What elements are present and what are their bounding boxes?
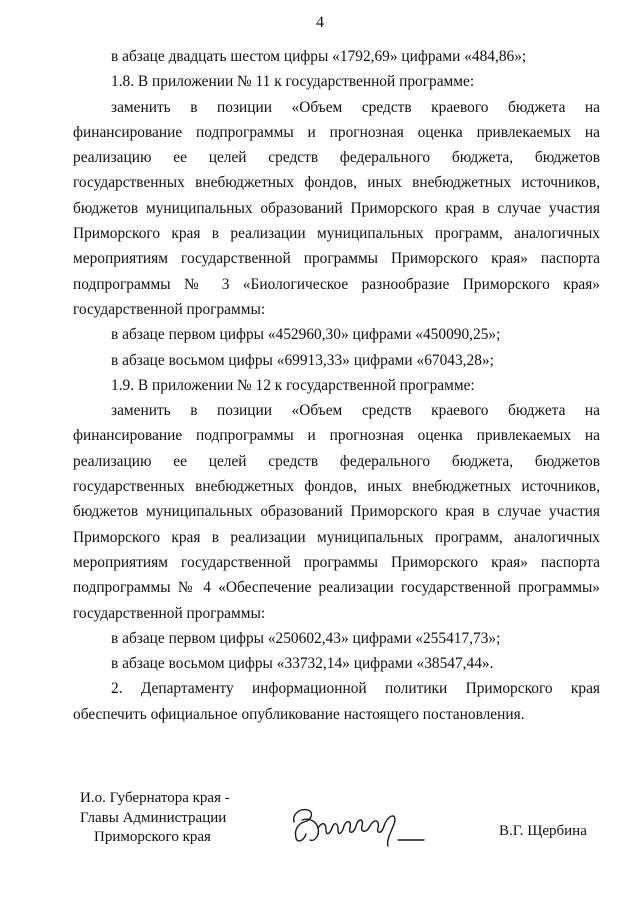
signatory-title [80,789,230,848]
paragraph: в абзаце восьмом цифры «33732,14» цифрами «38547,44». [111,655,494,673]
paragraph: 1.8. В приложении № 11 к государственной программе: [111,73,475,91]
paragraph: 1.9. В приложении № 12 к государственной программе: [111,376,475,394]
paragraph: в абзаце восьмом цифры «69913,33» цифрами «67043,28»; [111,351,494,369]
page-number: 4 [316,14,324,31]
paragraph: в абзаце первом цифры «452960,30» цифрами «450090,25»; [111,326,501,344]
paragraph: в абзаце первом цифры «250602,43» цифрами «255417,73»; [111,629,501,647]
paragraph: в абзаце двадцать шестом цифры «1792,69» цифрами «484,86»; [111,48,527,65]
document-body [73,44,600,727]
signatory-title-line: Приморского края [94,829,211,845]
signatory-name: В.Г. Щербина [499,823,587,839]
signatory-title-line: Главы Администрации [80,809,227,826]
handwritten-signature [288,800,438,852]
paragraph: заменить в позиции «Объем средств краевого бюджета на финансирование подпрограммы и прогнозная оценка привлекаемых на реализацию ее целей средств федерального бюджета, бюджетов государственных внебюджетных фондов, иных внебюджетных источников, бюджетов муниципальных образований Приморского края в случае участия Приморского края в реализации муниципальных программ, аналогичных мероприятиям государственной программы Приморского края» паспорта подпрограммы № 4 «Обеспечение реализации государственной программы» государственной программы: [73,402,600,622]
signatory-title-line: И.о. Губернатора края - [80,790,230,806]
paragraph: заменить в позиции «Объем средств краевого бюджета на финансирование подпрограммы и прогнозная оценка привлекаемых на реализацию ее целей средств федерального бюджета, бюджетов государственных внебюджетных фондов, иных внебюджетных источников, бюджетов муниципальных образований Приморского края в случае участия Приморского края в реализации муниципальных программ, аналогичных мероприятиям государственной программы Приморского края» паспорта подпрограммы № 3 «Биологическое разнообразие Приморского края» государственной программы: [73,98,600,318]
paragraph: 2. Департаменту информационной политики Приморского края обеспечить официальное опубликование настоящего постановления. [73,680,600,723]
